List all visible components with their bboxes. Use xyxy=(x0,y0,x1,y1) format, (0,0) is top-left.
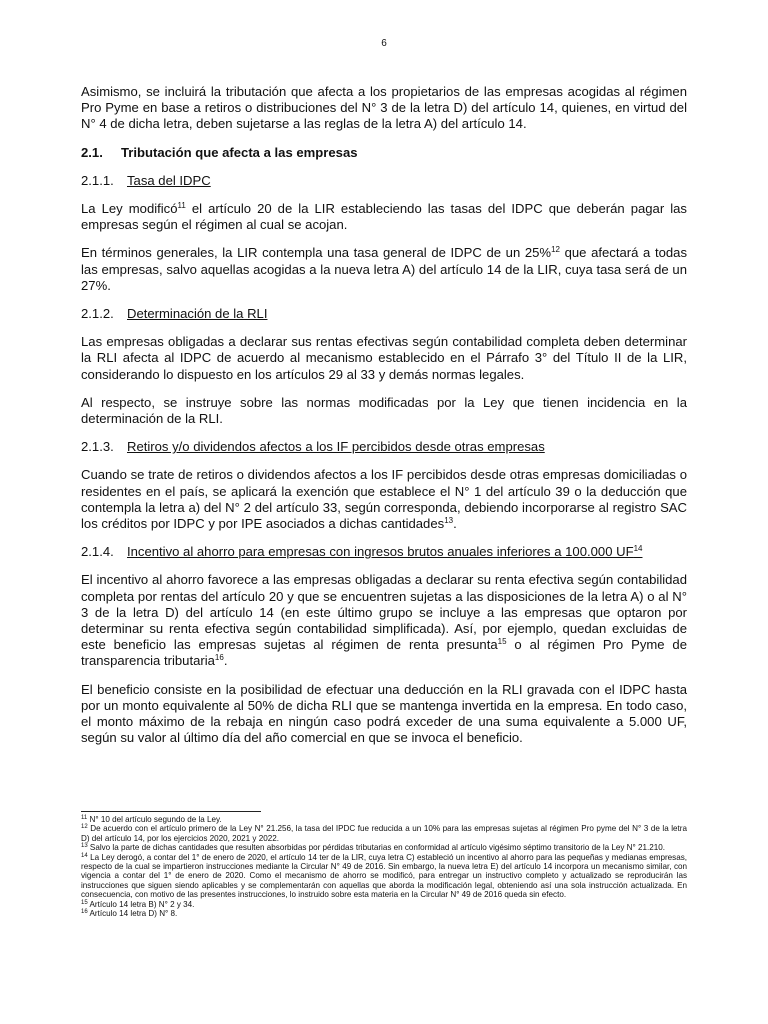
subheading-number: 2.1.1. xyxy=(81,172,114,188)
text-run: . xyxy=(223,653,228,669)
paragraph-incentivo-favorece xyxy=(81,572,687,669)
subheading-determinacion-rli xyxy=(81,306,687,322)
footnote-number: 13 xyxy=(81,843,88,850)
subheading-incentivo-ahorro xyxy=(81,544,687,560)
footnote xyxy=(81,853,687,900)
footnote-ref: 16 xyxy=(214,653,224,663)
intro-paragraph: Asimismo, se incluirá la tributación que afecta a los propietarios de las empresas acogidas al régimen Pro Pyme en base a retiros o distribuciones del N° 3 de la letra D) del artículo 14, quienes, en virtud del N° 4 de dicha letra, deben sujetarse a las reglas de la letra A) del artículo 14. xyxy=(81,84,687,132)
subheading-number: 2.1.2. xyxy=(81,306,114,322)
footnote-text: Salvo la parte de dichas cantidades que resulten absorbidas por pérdidas tributarias en conformidad al artículo vigésimo séptimo transitorio de la Ley N° 21.210. xyxy=(87,843,666,853)
subheading-title: Retiros y/o dividendos afectos a los IF percibidos desde otras empresas xyxy=(127,439,545,455)
footnote-divider xyxy=(81,811,261,812)
paragraph-al-respecto: Al respecto, se instruye sobre las normas modificadas por la Ley que tienen incidencia en la determinación de la RLI. xyxy=(81,394,687,427)
footnote-number: 14 xyxy=(81,852,88,859)
footnote-text: N° 10 del artículo segundo de la Ley. xyxy=(87,815,222,824)
text-run: que afectará a todas las empresas, salvo aquellas acogidas a la nueva letra A) del artículo 14 de la LIR, cuya tasa será de un 27%. xyxy=(81,245,687,293)
document-body xyxy=(81,84,687,759)
footnote xyxy=(81,815,687,824)
footnote-text: La Ley derogó, a contar del 1° de enero de 2020, el artículo 14 ter de la LIR, cuya letra C) estableció un incentivo al ahorro para las pequeñas y medianas empresas, respecto de la cual se impartieron instrucciones mediante la Circular N° 49 de 2016. Sin embargo, la nueva letra E) del artículo 14 incorpora un mecanismo similar, con vigencia a contar del 1° de enero de 2020. Como el mecanismo de ahorro se modificó, para entregar un instructivo completo y actualizado se reproducirán las instrucciones que siguen siendo aplicables y se complementarán con aquellas que aborda la modificación legal, obteniendo así una sola instrucción actualizada. En consecuencia, con motivo de las presentes instrucciones, lo instruido sobre esta materia en la Circular N° 49 de 2016 queda sin efecto. xyxy=(81,852,687,900)
section-number: 2.1. xyxy=(81,144,103,160)
footnote-number: 12 xyxy=(81,824,88,831)
footnote-ref: 11 xyxy=(177,201,186,211)
section-title: Tributación que afecta a las empresas xyxy=(121,144,358,160)
footnote xyxy=(81,909,687,918)
paragraph-empresas-obligadas: Las empresas obligadas a declarar sus rentas efectivas según contabilidad completa deben determinar la RLI afecta al IDPC de acuerdo al mecanismo establecido en el Párrafo 3° del Título II de la LIR, considerando lo dispuesto en los artículos 29 al 33 y demás normas legales. xyxy=(81,334,687,382)
subheading-title: Determinación de la RLI xyxy=(127,306,268,322)
page-number: 6 xyxy=(381,38,387,49)
footnote xyxy=(81,824,687,843)
footnote-text: Artículo 14 letra B) N° 2 y 34. xyxy=(87,899,195,909)
footnote-ref: 14 xyxy=(633,544,643,554)
footnote-ref: 13 xyxy=(444,516,454,526)
text-run: La Ley modificó xyxy=(81,201,178,217)
subheading-title xyxy=(127,544,642,559)
paragraph-terminos-generales xyxy=(81,245,687,294)
text-run: el artículo 20 de la LIR estableciendo las tasas del IDPC que deberán pagar las empresas según el régimen al cual se acojan. xyxy=(81,201,687,233)
text-run: El incentivo al ahorro favorece a las empresas obligadas a declarar su renta efectiva según contabilidad completa por rentas del artículo 20 y que se encuentren sujetas a las disposiciones de la letra A) o al N° 3 de la letra D) del artículo 14 (en este último grupo se incluye a las empresas que optaron por determinar su renta efectiva según contabilidad simplificada). Así, por ejemplo, quedan excluidas de este beneficio las empresas sujetas al régimen de renta presunta xyxy=(81,572,687,653)
subheading-tasa-idpc xyxy=(81,173,687,189)
footnote-ref: 12 xyxy=(551,245,560,255)
footnote xyxy=(81,900,687,909)
footnote xyxy=(81,843,687,852)
subheading-retiros-dividendos xyxy=(81,439,687,455)
subheading-title: Tasa del IDPC xyxy=(127,172,211,188)
footnote-number: 16 xyxy=(81,909,88,916)
footnote-number: 15 xyxy=(81,899,88,906)
text-run: En términos generales, la LIR contempla una tasa general de IDPC de un 25% xyxy=(81,245,552,261)
footnotes xyxy=(81,811,687,918)
text-run: . xyxy=(453,516,457,532)
footnote-ref: 15 xyxy=(497,637,507,647)
subheading-number: 2.1.3. xyxy=(81,439,114,455)
text-run: o al régimen Pro Pyme de transparencia tributaria xyxy=(81,637,687,669)
paragraph-ley-modifico xyxy=(81,201,687,233)
text-run: Incentivo al ahorro para empresas con ingresos brutos anuales inferiores a 100.000 UF xyxy=(127,544,634,560)
paragraph-beneficio-consiste: El beneficio consiste en la posibilidad de efectuar una deducción en la RLI gravada con el IDPC hasta por un monto equivalente al 50% de dicha RLI que se mantenga invertida en la empresa. En todo caso, el monto máximo de la rebaja en ningún caso podrá exceder de una suma equivalente a 5.000 UF, según su valor al último día del año comercial en que se invoca el beneficio. xyxy=(81,681,687,746)
paragraph-cuando-se-trate xyxy=(81,467,687,532)
footnote-text: De acuerdo con el artículo primero de la Ley N° 21.256, la tasa del IPDC fue reducida a un 10% para las empresas sujetas al régimen Pro pyme del N° 3 de la letra D) del artículo 14, por los ejercicios 2020, 2021 y 2022. xyxy=(81,824,687,843)
subheading-number: 2.1.4. xyxy=(81,544,114,560)
footnote-text: Artículo 14 letra D) N° 8. xyxy=(87,909,178,919)
text-run: Cuando se trate de retiros o dividendos afectos a los IF percibidos desde otras empresas domiciliadas o residentes en el país, se aplicará la exención que establece el N° 1 del artículo 39 o la deducción que contempla la letra a) del N° 2 del artículo 33, según corresponda, debiendo incorporarse al registro SAC los créditos por IDPC y por IPE asociados a dichas cantidades xyxy=(81,467,687,532)
section-heading xyxy=(81,145,687,161)
footnote-number: 11 xyxy=(81,815,88,821)
